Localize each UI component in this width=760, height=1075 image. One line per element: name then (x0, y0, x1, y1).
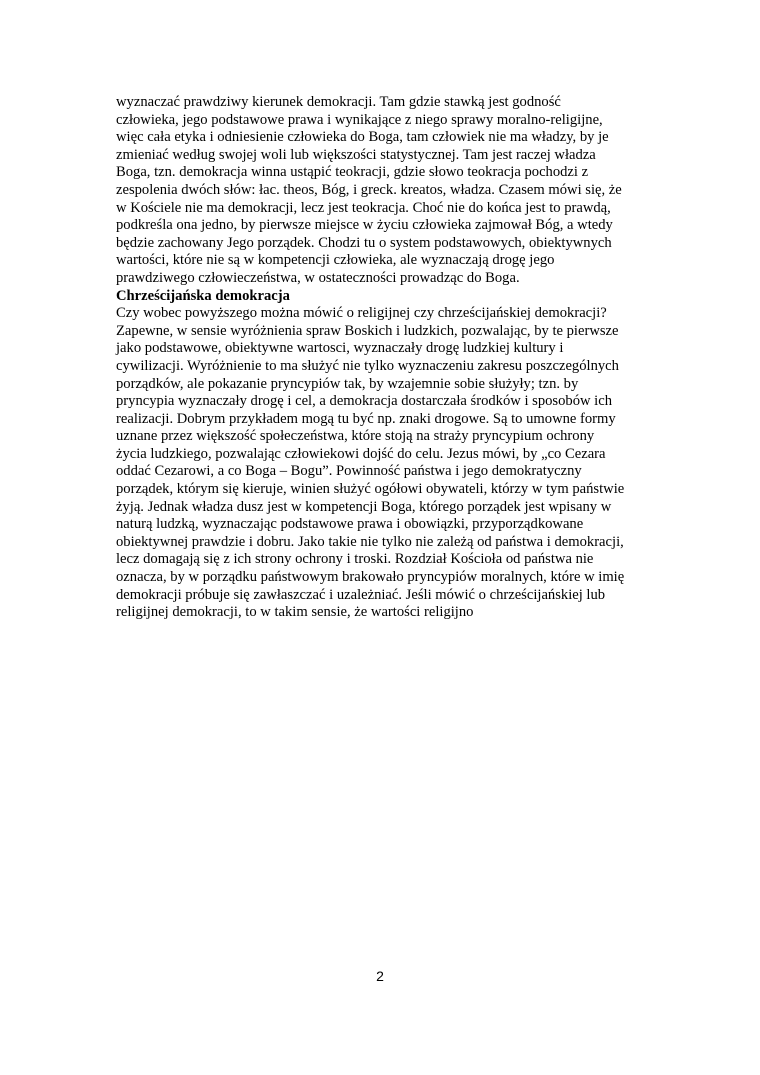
text-line: porządek, którym się kieruje, winien służyć ogółowi obywateli, którzy w tym państwie (116, 481, 625, 498)
text-line: żyją. Jednak władza dusz jest w kompetencji Boga, którego porządek jest wpisany w (116, 498, 612, 515)
text-line: będzie zachowany Jego porządek. Chodzi tu o system podstawowych, obiektywnych (116, 234, 612, 251)
text-line: pryncypia wyznaczały drogę i cel, a demokracja dostarczała środków i sposobów ich (116, 393, 613, 410)
text-line: oznacza, by w porządku państwowym brakowało pryncypiów moralnych, które w imię (116, 569, 625, 586)
page-number: 2 (376, 968, 384, 984)
text-line: naturą ludzką, wyznaczając podstawowe prawa i obowiązki, przyporządkowane (116, 516, 584, 533)
text-line: obiektywnej prawdzie i dobru. Jako takie nie tylko nie zależą od państwa i demokracji, (116, 533, 624, 550)
text-line: wyznaczać prawdziwy kierunek demokracji. Tam gdzie stawką jest godność (116, 94, 561, 110)
text-line: lecz domagają się z ich strony ochrony i troski. Rozdział Kościoła od państwa nie (116, 551, 594, 568)
text-line: cywilizacji. Wyróżnienie to ma służyć nie tylko wyznaczeniu zakresu poszczególnych (116, 357, 619, 374)
text-line: zespolenia dwóch słów: łac. theos, Bóg, i greck. kreatos, władza. Czasem mówi się, że (116, 181, 622, 198)
text-line: życia ludzkiego, pozwalając człowiekowi dojść do celu. Jezus mówi, by „co Cezara (116, 445, 606, 462)
text-line: jako podstawowe, obiektywne wartosci, wyznaczały drogę ludzkiej kultury i (116, 340, 564, 357)
text-line: Zapewne, w sensie wyróżnienia spraw Boskich i ludzkich, pozwalając, by te pierwsze (116, 322, 619, 339)
text-line: wartości, które nie są w kompetencji człowieka, ale wyznaczają drogę jego (116, 252, 555, 269)
text-line: podkreśla ona jedno, by pierwsze miejsce w życiu człowieka zajmował Bóg, a wtedy (116, 217, 613, 234)
text-line: realizacji. Dobrym przykładem mogą tu być np. znaki drogowe. Są to umowne formy (116, 410, 616, 427)
text-line: prawdziwego człowieczeństwa, w ostateczności prowadząc do Boga. (116, 269, 520, 286)
text-line: oddać Cezarowi, a co Boga – Bogu”. Powinność państwa i jego demokratyczny (116, 463, 582, 480)
text-line: porządków, ale pokazanie pryncypiów tak, by wzajemnie sobie służyły; tzn. by (116, 375, 579, 392)
text-line: człowieka, jego podstawowe prawa i wynikające z niego sprawy moralno-religijne, (116, 111, 603, 128)
text-line: w Kościele nie ma demokracji, lecz jest teokracja. Choć nie do końca jest to prawdą, (116, 199, 611, 216)
body-text (116, 94, 646, 622)
text-line: religijnej demokracji, to w takim sensie, że wartości religijno (116, 604, 474, 621)
text-line: demokracji próbuje się zawłaszczać i uzależniać. Jeśli mówić o chrześcijańskiej lub (116, 586, 606, 603)
text-line: Boga, tzn. demokracja winna ustąpić teokracji, gdzie słowo teokracja pochodzi z (116, 164, 589, 181)
section-heading: Chrześcijańska demokracja (116, 287, 290, 304)
text-line: zmieniać według swojej woli lub większości statystycznej. Tam jest raczej władza (116, 146, 596, 163)
text-line: uznane przez większość społeczeństwa, które stoją na straży pryncypium ochrony (116, 428, 595, 445)
text-line: więc cała etyka i odniesienie człowieka do Boga, tam człowiek nie ma władzy, by je (116, 129, 609, 146)
text-line: Czy wobec powyższego można mówić o religijnej czy chrześcijańskiej demokracji? (116, 305, 607, 322)
